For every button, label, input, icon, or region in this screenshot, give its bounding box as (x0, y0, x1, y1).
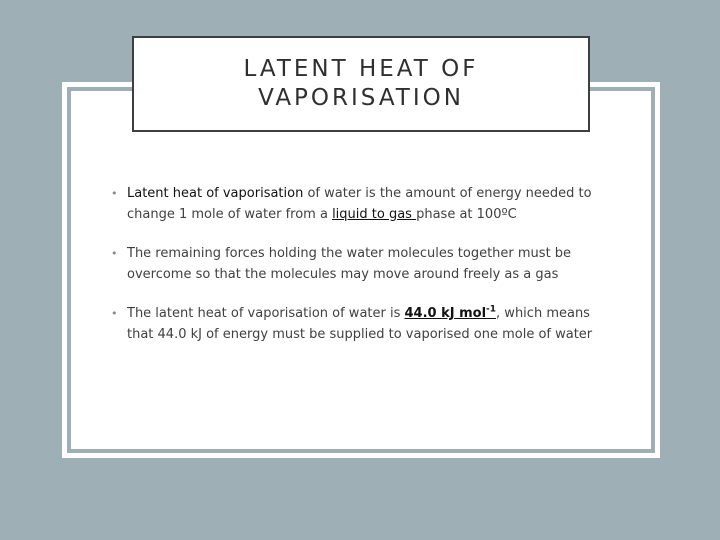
value-latent-heat (405, 306, 497, 321)
bullet-dot-icon: • (111, 187, 118, 200)
slide-title-box (132, 36, 590, 132)
bullet-item-value (111, 303, 609, 345)
bullet-text: of water is the amount of energy needed to change 1 mole of water from a (127, 186, 592, 222)
bullet-item-definition (111, 183, 609, 225)
slide-title (244, 55, 479, 113)
slide-title-line-2: VAPORISATION (258, 85, 464, 111)
bullet-dot-icon: • (111, 247, 118, 260)
bullet-text: , which means that 44.0 kJ of energy must be supplied to vaporised one mole of water (127, 306, 593, 342)
value-exponent: -1 (486, 304, 497, 315)
term-latent-heat: Latent heat of vaporisation (127, 186, 304, 201)
bullet-list (111, 183, 609, 363)
bullet-text: The remaining forces holding the water molecules together must be overcome so that the molecules may move around freely as a gas (127, 246, 572, 282)
highlight-liquid-to-gas: liquid to gas (332, 207, 417, 222)
bullet-item-forces (111, 243, 609, 285)
slide-title-line-1: LATENT HEAT OF (243, 56, 479, 82)
bullet-dot-icon: • (111, 307, 118, 320)
value-number: 44.0 kJ mol (404, 306, 487, 321)
bullet-text: phase at 100ºC (416, 207, 517, 222)
bullet-text: The latent heat of vaporisation of water is (127, 306, 405, 321)
